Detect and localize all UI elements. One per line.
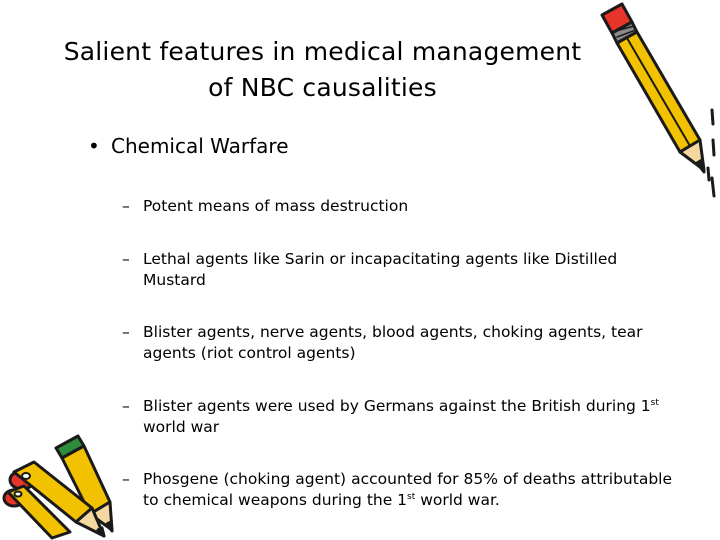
pencil-icon xyxy=(592,0,717,200)
title-line-2: of NBC causalities xyxy=(208,73,437,102)
dash-marker: – xyxy=(122,470,130,488)
sub-item-1 xyxy=(122,196,672,217)
title-line-1: Salient features in medical management xyxy=(63,37,582,66)
ordinal-suffix: st xyxy=(650,397,659,408)
sub-item-text xyxy=(143,396,672,438)
pencil-top-right-icon xyxy=(602,4,704,172)
sub-item-text xyxy=(143,469,672,511)
ordinal-suffix: st xyxy=(407,491,416,502)
dash-marker: – xyxy=(122,197,130,215)
slide-title xyxy=(40,34,605,106)
sub-item-text: Potent means of mass destruction xyxy=(143,197,409,215)
dash-marker: – xyxy=(122,397,130,415)
bullet-text: Chemical Warfare xyxy=(111,134,289,158)
dash-marker: – xyxy=(122,250,130,268)
sub-item-3 xyxy=(122,322,672,364)
dash-marker: – xyxy=(122,323,130,341)
sub-item-text: Lethal agents like Sarin or incapacitating agents like Distilled Mustard xyxy=(143,250,618,289)
sub-item-5 xyxy=(122,469,672,511)
motion-lines-icon xyxy=(708,110,714,196)
sub-item-text-before: Blister agents were used by Germans against the British during 1 xyxy=(143,397,651,415)
sub-item-text-after: world war. xyxy=(415,491,500,509)
bullet-marker: • xyxy=(88,134,100,158)
sub-item-2 xyxy=(122,249,672,291)
pencils-icon xyxy=(0,432,130,540)
sub-item-text: Blister agents, nerve agents, blood agents, choking agents, tear agents (riot control agents) xyxy=(143,323,643,362)
sub-item-4 xyxy=(122,396,672,438)
sub-item-text-after: world war xyxy=(143,418,220,436)
sub-item-text-before: Phosgene (choking agent) accounted for 85% of deaths attributable to chemical weapons during the 1 xyxy=(143,470,672,509)
